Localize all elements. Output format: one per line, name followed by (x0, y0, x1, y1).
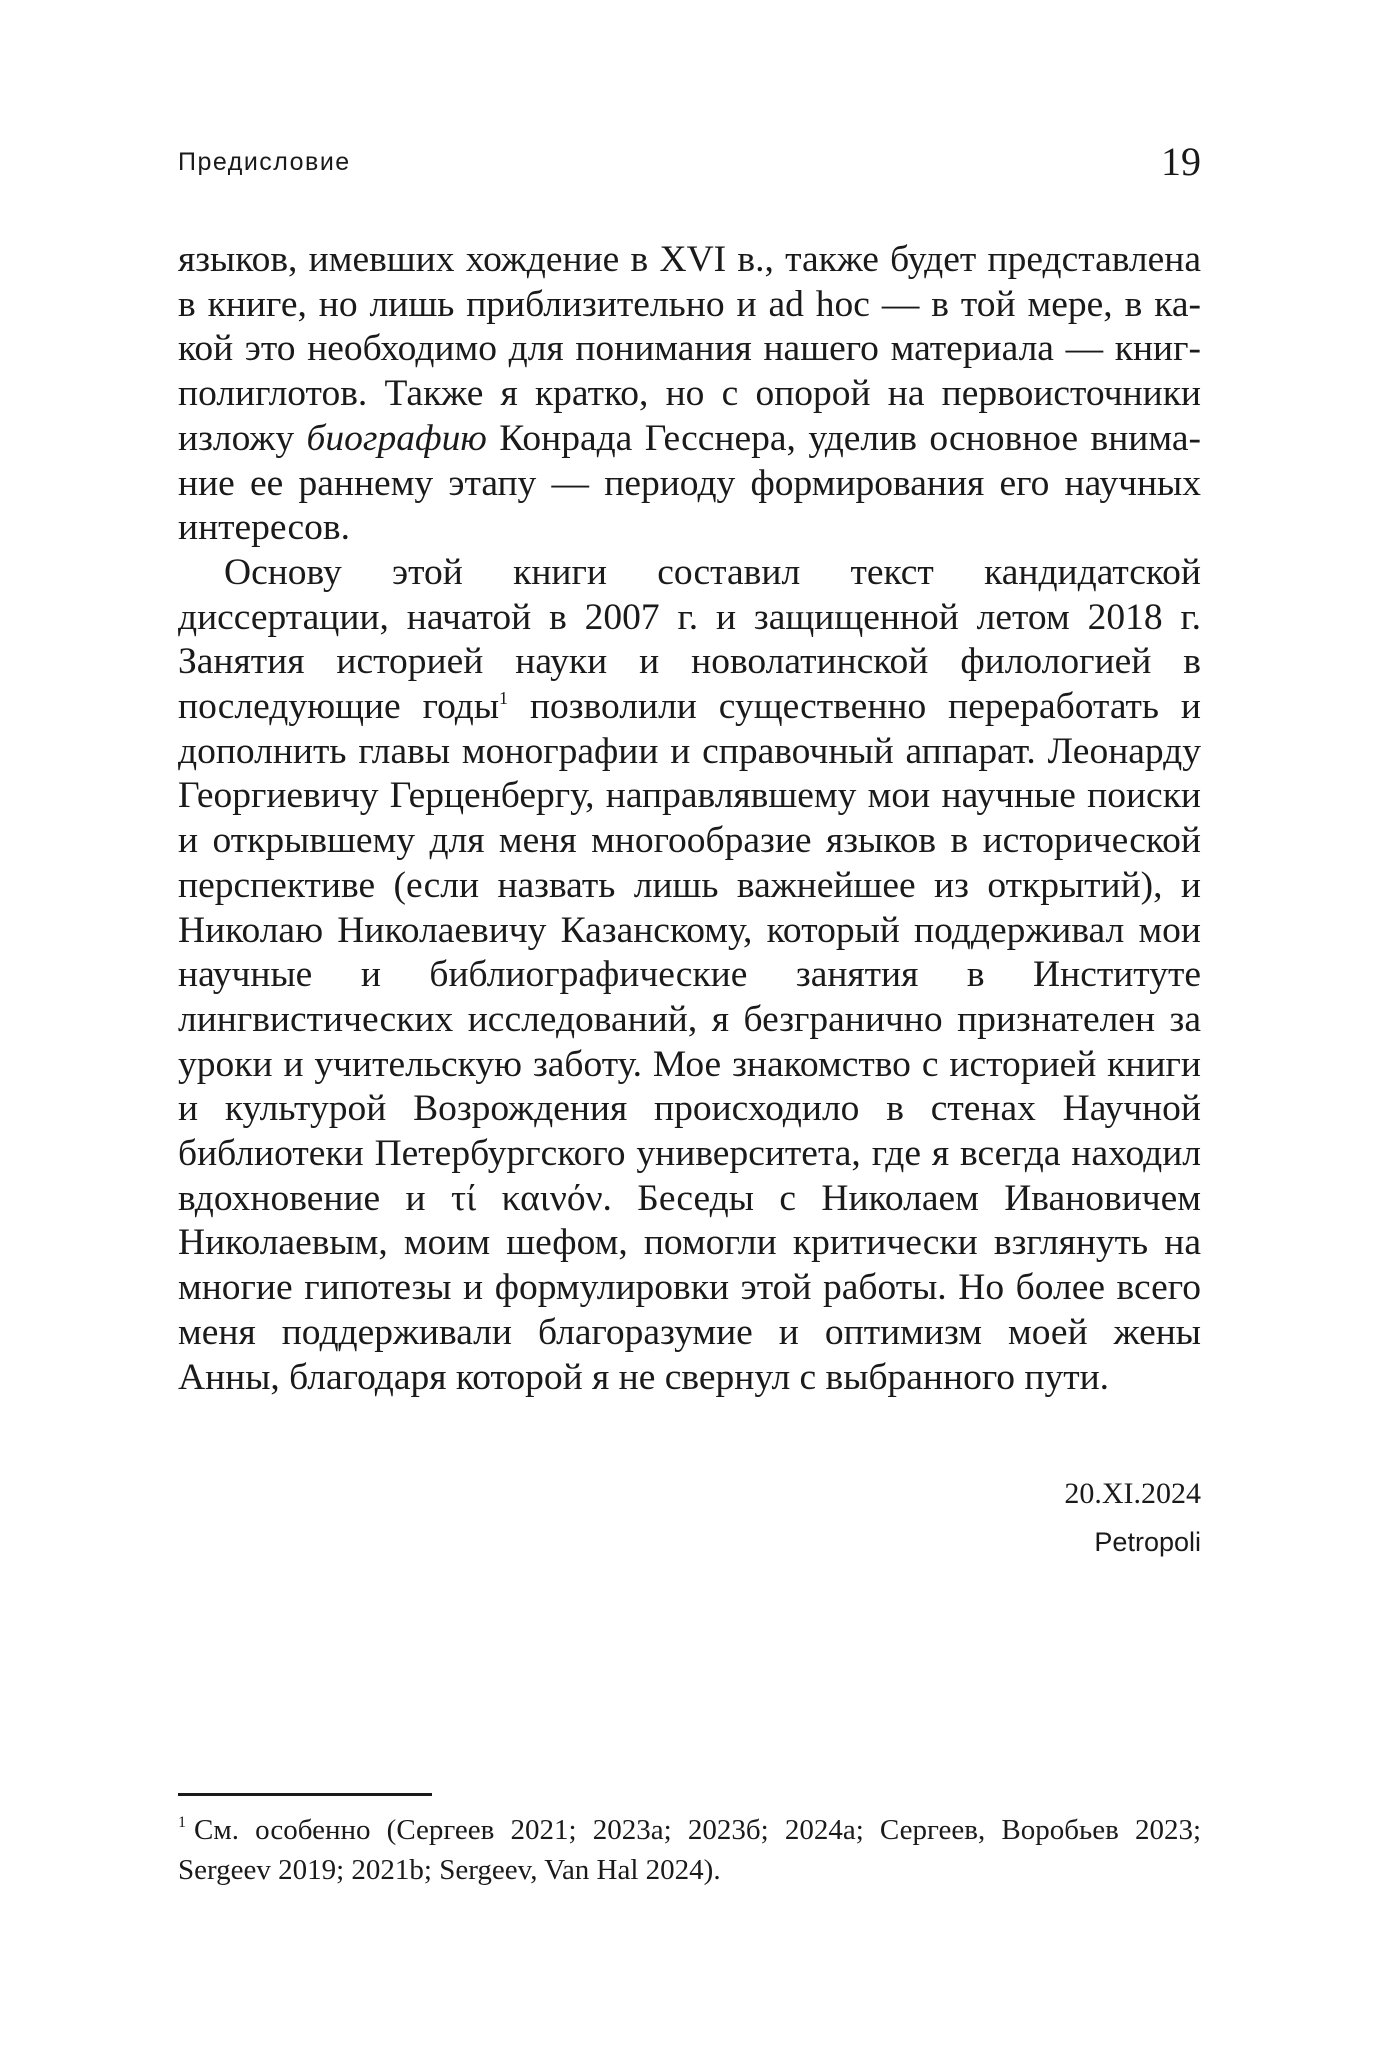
footnote-number: 1 (178, 1814, 186, 1831)
footnote-divider (178, 1793, 432, 1796)
footnote-reference[interactable]: 1 (499, 688, 509, 709)
paragraph-1 (178, 238, 1201, 551)
page-number: 19 (1161, 139, 1201, 184)
paragraph-2 (178, 551, 1201, 1400)
paragraph-2-text-a: Основу этой книги составил текст кандидатской диссертации, начатой в 2007 г. и защищенной летом 2018 г. Занятия историей науки и новолатинской филологией в последующие годы (178, 551, 1201, 728)
paragraph-1-emphasis: биографию (306, 417, 487, 459)
running-title: Предисловие (178, 148, 351, 176)
footnote-text: См. особенно (Сергеев 2021; 2023а; 2023б; 2024а; Сергеев, Воробьев 2023; Sergeev 2019; 2021b; Sergeev, Van Hal 2024). (178, 1814, 1201, 1886)
main-text (178, 238, 1201, 1400)
paragraph-1-text-a: языков, имевших хождение в XVI в., также будет представлена в книге, но лишь приблизительно и ad hoc — в той мере, в какой это необходимо для понимания нашего материала — книг-полиглотов. Также я кратко, но с опорой на первоисточники изложу (178, 239, 1201, 459)
signoff (1064, 1470, 1201, 1566)
signoff-date: 20.XI.2024 (1064, 1477, 1201, 1510)
paragraph-1-text-b: Конрада Гесснера, уделив основное внимание ее раннему этапу — периоду формирования его научных интересов. (178, 417, 1201, 549)
paragraph-2-text-b: позволили существенно переработать и дополнить главы монографии и справочный аппарат. Леонарду Георгиевичу Герценбергу, направлявшему мои научные поиски и открывшему для меня многообразие языков в исторической перспективе (если назвать лишь важнейшее из открытий), и Николаю Николаевичу Казанскому, который поддерживал мои научные и библиографические занятия в Институте лингвистических исследований, я безгранично признателен за уроки и учительскую заботу. Мое знакомство с историей книги и культурой Возрождения происходило в стенах Научной библиотеки Петербургского университета, где я всегда находил вдохновение и τί καινόν. Беседы с Николаем Ивановичем Николаевым, моим шефом, помогли критически взглянуть на многие гипотезы и формулировки этой работы. Но более всего меня поддерживали благоразумие и оптимизм моей жены Анны, благодаря которой я не свернул с выбранного пути. (178, 686, 1201, 1398)
footnote (178, 1810, 1201, 1890)
signoff-place: Petropoli (1094, 1527, 1201, 1557)
